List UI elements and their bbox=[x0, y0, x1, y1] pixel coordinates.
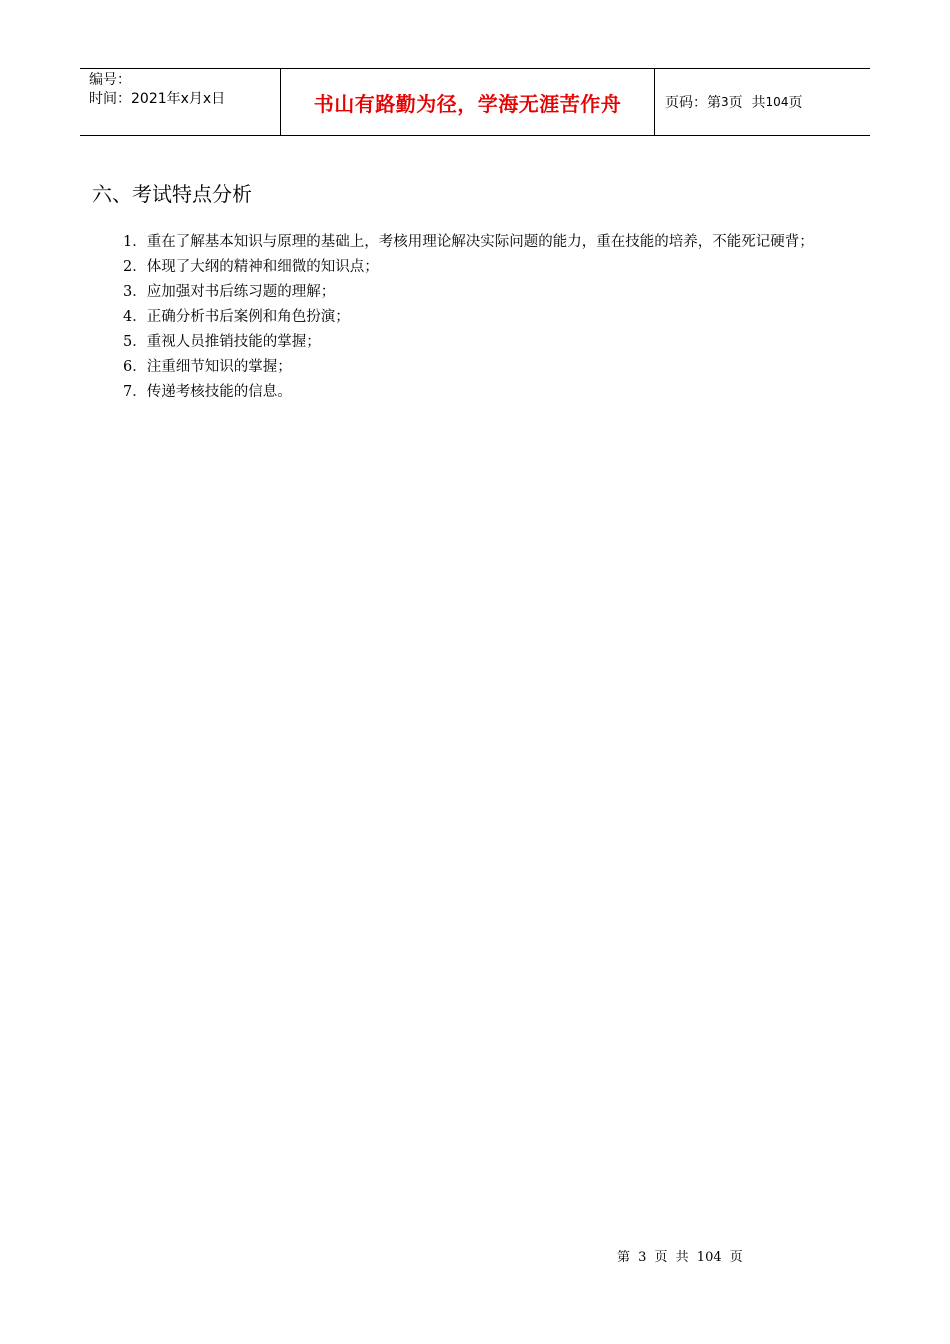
section-content bbox=[92, 230, 862, 405]
page-total: 104 bbox=[765, 95, 789, 109]
list-item: 5．重视人员推销技能的掌握； bbox=[123, 334, 321, 350]
list-item: 4．正确分析书后案例和角色扮演； bbox=[123, 309, 350, 325]
header-page-info bbox=[655, 69, 870, 135]
page-number: 3 bbox=[721, 95, 729, 109]
page-prefix: 页码：第 bbox=[665, 95, 721, 111]
section-title: 六、考试特点分析 bbox=[92, 182, 252, 206]
page-header bbox=[80, 68, 870, 136]
list-item: 1．重在了解基本知识与原理的基础上，考核用理论解决实际问题的能力，重在技能的培养，不能死记硬背； bbox=[123, 234, 814, 250]
header-motto: 书山有路勤为径，学海无涯苦作舟 bbox=[313, 91, 622, 116]
page-footer: 第 3 页 共 104 页 bbox=[617, 1250, 743, 1265]
page-mid: 页 共 bbox=[728, 95, 766, 111]
document-number-label: 编号： bbox=[89, 72, 131, 88]
document-date: 时间：2021年x月x日 bbox=[89, 91, 226, 107]
header-meta bbox=[80, 69, 281, 135]
list-item: 7．传递考核技能的信息。 bbox=[123, 384, 292, 400]
page-suffix: 页 bbox=[788, 95, 803, 111]
list-item: 2．体现了大纲的精神和细微的知识点； bbox=[123, 259, 379, 275]
list-item: 3．应加强对书后练习题的理解； bbox=[123, 284, 336, 300]
list-item: 6．注重细节知识的掌握； bbox=[123, 359, 292, 375]
header-motto-cell bbox=[281, 69, 655, 135]
